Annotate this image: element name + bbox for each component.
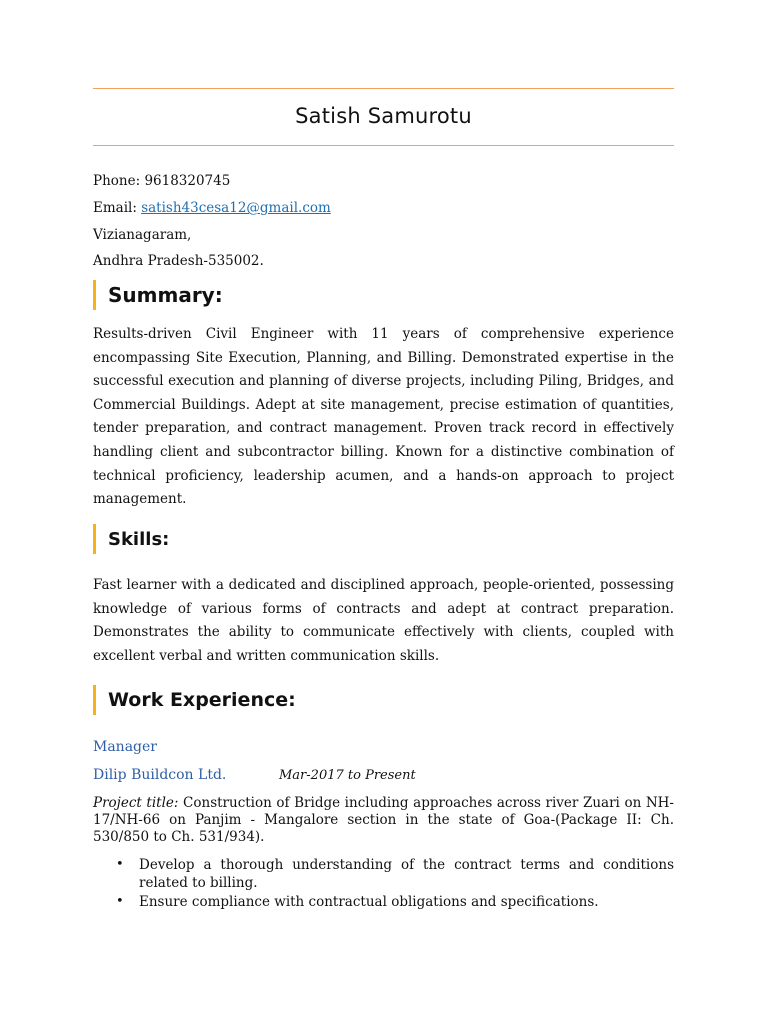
summary-heading-text: Summary:	[108, 283, 223, 307]
skills-heading	[93, 524, 408, 554]
bullet-icon: •	[116, 857, 124, 872]
email-link[interactable]: satish43cesa12@gmail.com	[141, 200, 331, 216]
resume-page	[93, 0, 674, 1024]
list-item	[93, 893, 674, 911]
project-text: Construction of Bridge including approaches across river Zuari on NH-17/NH-66 on Panjim - Mangalore section in the state of Goa-(Package II: Ch. 530/850 to Ch. 531/934).	[93, 795, 674, 845]
company-name: Dilip Buildcon Ltd.	[93, 767, 227, 783]
name-bottom-rule	[93, 145, 674, 146]
bullet-icon: •	[116, 894, 124, 909]
top-rule	[93, 88, 674, 89]
candidate-name: Satish Samurotu	[295, 104, 472, 128]
summary-text: Results-driven Civil Engineer with 11 years of comprehensive experience encompassing Site Execution, Planning, and Billing. Demonstrated expertise in the successful execution and planning of diverse projects, including Piling, Bridges, and Commercial Buildings. Adept at site management, precise estimation of quantities, tender preparation, and contract management. Proven track record in effectively handling client and subcontractor billing. Known for a distinctive combination of technical proficiency, leadership acumen, and a hands-on approach to project management.	[93, 326, 674, 508]
experience-heading	[93, 685, 408, 715]
address-state: Andhra Pradesh-535002.	[93, 253, 264, 269]
responsibility-list	[93, 856, 674, 912]
project-description	[93, 795, 674, 846]
address-city: Vizianagaram,	[93, 227, 192, 243]
job-dates: Mar-2017 to Present	[279, 768, 416, 783]
list-item	[93, 856, 674, 892]
job-title: Manager	[93, 739, 157, 755]
project-label: Project title:	[93, 795, 179, 811]
skills-text: Fast learner with a dedicated and disciplined approach, people-oriented, possessing knowledge of various forms of contracts and adept at contract preparation. Demonstrates the ability to communicate effectively with clients, coupled with excellent verbal and written communication skills.	[93, 577, 674, 664]
summary-heading	[93, 280, 408, 310]
email-line	[93, 199, 331, 217]
email-label: Email:	[93, 200, 137, 216]
phone-line	[93, 172, 230, 190]
phone-label: Phone:	[93, 173, 141, 189]
bullet-text: Develop a thorough understanding of the contract terms and conditions related to billing.	[139, 857, 674, 891]
experience-heading-text: Work Experience:	[108, 689, 296, 711]
bullet-text: Ensure compliance with contractual obligations and specifications.	[139, 894, 599, 910]
skills-heading-text: Skills:	[108, 528, 170, 550]
phone-number: 9618320745	[144, 173, 231, 189]
